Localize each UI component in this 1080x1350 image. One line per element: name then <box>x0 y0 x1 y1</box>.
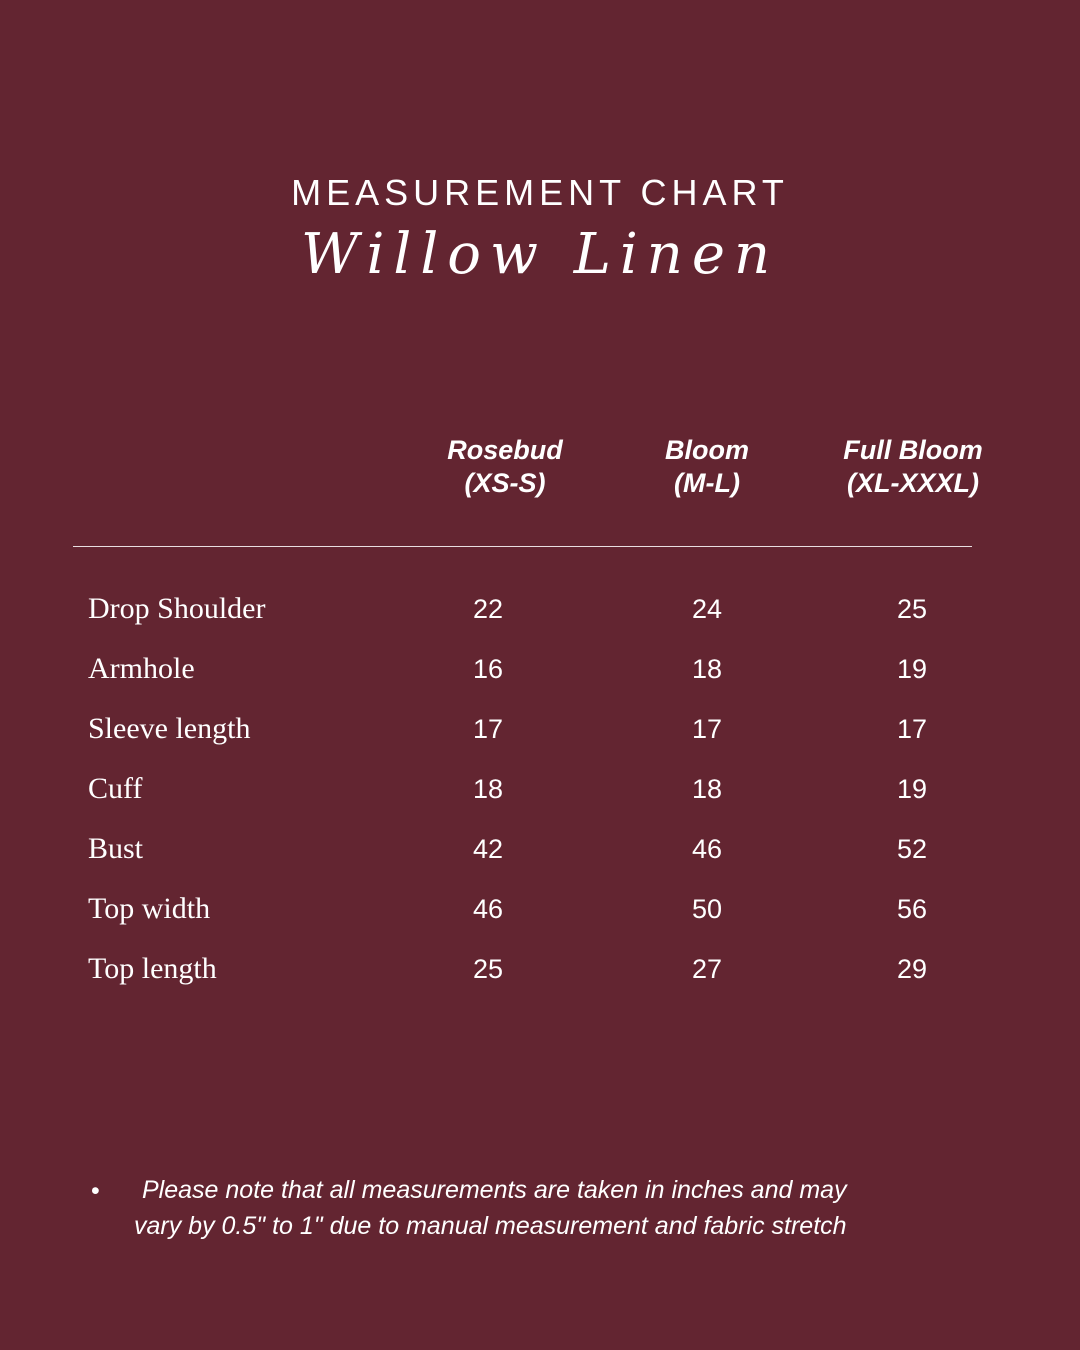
table-cell: 25 <box>472 954 504 984</box>
table-cell: 16 <box>472 654 504 684</box>
table-row <box>0 942 1080 1002</box>
table-row <box>0 702 1080 762</box>
table-cell: 18 <box>472 774 504 804</box>
table-cell: 19 <box>896 774 928 804</box>
measurement-table <box>0 582 1080 1002</box>
table-cell: 19 <box>896 654 928 684</box>
size-name: Rosebud <box>447 435 563 465</box>
table-row <box>0 882 1080 942</box>
table-cell: 56 <box>896 894 928 924</box>
row-label: Top width <box>88 892 211 925</box>
header-divider <box>73 546 972 547</box>
table-cell: 42 <box>472 834 504 864</box>
size-name: Bloom <box>665 435 749 465</box>
row-label: Cuff <box>88 772 143 805</box>
note-line-2 <box>85 1208 995 1244</box>
measurement-note <box>85 1172 995 1244</box>
table-cell: 17 <box>691 714 723 744</box>
row-label: Drop Shoulder <box>88 592 266 625</box>
table-row <box>0 582 1080 642</box>
bullet-icon: • <box>91 1177 100 1205</box>
table-cell: 18 <box>691 774 723 804</box>
size-range: (XS-S) <box>464 468 546 498</box>
size-column-bloom <box>597 434 817 500</box>
table-cell: 22 <box>472 594 504 624</box>
size-range: (XL-XXXL) <box>847 468 979 498</box>
table-cell: 50 <box>691 894 723 924</box>
note-text-line-2: vary by 0.5" to 1" due to manual measurement and fabric stretch <box>134 1212 847 1240</box>
table-cell: 25 <box>896 594 928 624</box>
table-cell: 18 <box>691 654 723 684</box>
table-row <box>0 642 1080 702</box>
row-label: Top length <box>88 952 217 985</box>
size-range: (M-L) <box>674 468 740 498</box>
size-column-rosebud <box>395 434 615 500</box>
size-column-full-bloom <box>803 434 1023 500</box>
chart-eyebrow: MEASUREMENT CHART <box>291 172 789 213</box>
size-name: Full Bloom <box>843 435 983 465</box>
table-cell: 52 <box>896 834 928 864</box>
row-label: Armhole <box>88 652 195 685</box>
table-cell: 46 <box>691 834 723 864</box>
table-cell: 17 <box>472 714 504 744</box>
product-title: Willow Linen <box>300 222 780 287</box>
table-row <box>0 762 1080 822</box>
table-cell: 24 <box>691 594 723 624</box>
table-cell: 46 <box>472 894 504 924</box>
note-text-line-1: Please note that all measurements are taken in inches and may <box>142 1176 847 1204</box>
table-cell: 17 <box>896 714 928 744</box>
table-row <box>0 822 1080 882</box>
note-line-1 <box>85 1172 995 1208</box>
row-label: Sleeve length <box>88 712 251 745</box>
table-cell: 29 <box>896 954 928 984</box>
row-label: Bust <box>88 832 144 865</box>
table-cell: 27 <box>691 954 723 984</box>
